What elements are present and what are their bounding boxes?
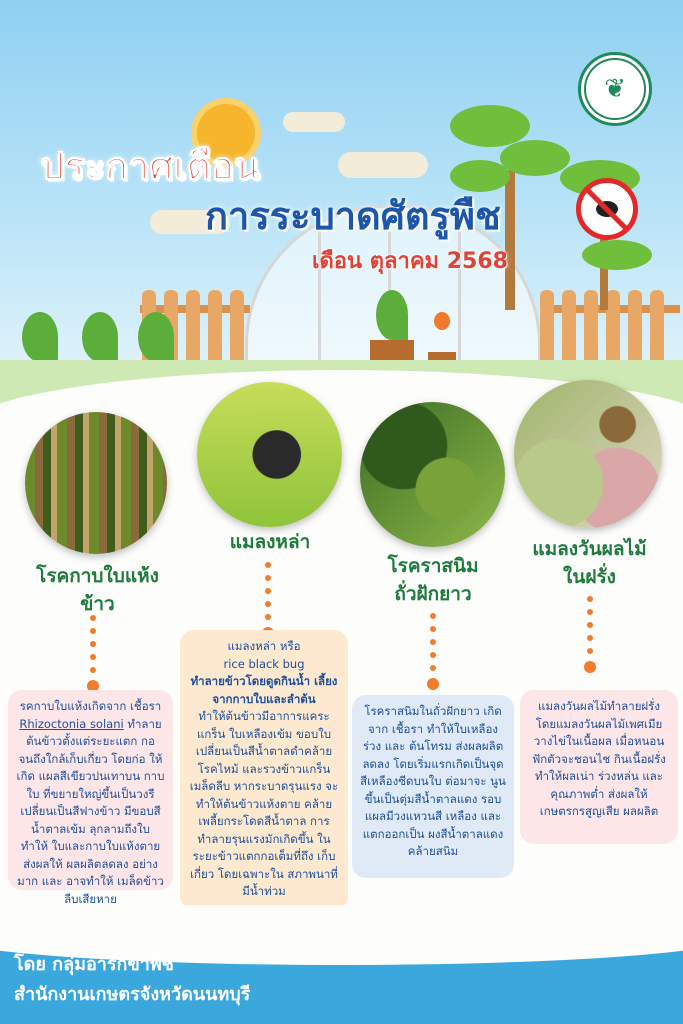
desc-card-bean-rust [352,695,514,878]
pest-name-line: ถั่วฝักยาว [394,583,472,605]
desc-text-bold: ทำลายข้าวโดยดูดกินน้ำ เลี้ยงจากกาบใบและลำต้น [190,674,338,706]
connector-dots [90,615,96,699]
desc-card-rice-black-bug [180,630,348,910]
potted-plant [376,290,408,340]
rice-sheath-blight-photo [25,412,167,554]
sprout [138,312,174,362]
desc-text: แมลงวันผลไม้ทำลายฝรั่ง โดยแมลงวันผลไม้เพศเมีย วางไข่ในเนื้อผล เมื่อหนอนฟักตัวจะชอนไช กินเนื้อฝรั่ง ทำให้ผลเน่า ร่วงหล่น และคุณภาพต่ำ ส่งผลให้เกษตรกรสูญเสีย ผลผลิต [532,699,666,818]
desc-text: รคกาบใบแห้งเกิดจาก เชื้อรา [19,699,162,713]
pest-name-line: โรคกาบใบแห้ง [36,565,159,587]
pest-name-rice-black-bug [195,528,345,556]
desc-card-fruit-fly [520,690,678,844]
desc-text: ทำลายต้นข้าวตั้งแต่ระยะแตก กอจนถึงใกล้เก็บเกี่ยว โดยก่อ ให้เกิด แผลสีเขียวปนเทาบน กาบใบ ที่ขยายใหญ่ขึ้นเป็นวงรี เปลี่ยนเป็นสีฟางข้าว มีขอบสี น้ำตาลเข้ม ลุกลามถึงใบ ทำให้ ใบและกาบใบแห้งตาย ส่งผลให้ ผลผลิตลดลง อย่างมาก และ อาจทำให้ เมล็ดข้าวลีบเสียหาย [16,716,165,906]
desc-text: โรคราสนิมในถั่วฝักยาว เกิดจาก เชื้อรา ทำให้ใบเหลือง ร่วง และ ต้นโทรม ส่งผลผลิตลดลง โดยเริ่มแรกเกิดเป็นจุด สีเหลืองซีดบนใบ ต่อมาจะ นูนขึ้นเป็นตุ่มสีน้ำตาลแดง รอบแผลมีวงแหวนสี เหลือง และแตกออกเป็น ผงสีน้ำตาลแดงคล้ายสนิม [360,704,506,858]
connector-dots [587,596,593,680]
no-bug-icon [576,178,638,240]
desc-text: ทำให้ต้นข้าวมีอาการแคระ แกร็น ใบเหลืองเข้ม ขอบใบ เปลี่ยนเป็นสีน้ำตาลดำคล้าย โรคไหม้ และรวงข้าวแกร็น เมล็ดลีบ หากระบาดรุนแรง จะทำให้ต้นข้าวแห้งตาย คล้ายเพลี้ยกระโดดสีน้ำตาล การทำลายรุนแรงมักเกิดขึ้น ในระยะข้าวแตกกอเต็มที่ถึง เก็บเกี่ยว โดยเฉพาะใน สภาพนาที่มีน้ำท่วม [189,709,339,898]
pest-name-fruit-fly [512,535,667,591]
tree-leaf [500,140,570,176]
connector-dots [430,613,436,697]
sprout [22,312,58,362]
seal-emblem-icon: ❦ [584,58,646,120]
rice-black-bug-photo [197,382,342,527]
cloud-icon [283,112,345,132]
pest-name-line: แมลงวันผลไม้ [532,538,647,560]
footer-line-office: สำนักงานเกษตรจังหวัดนนทบุรี [14,984,251,1005]
pest-name-line: ในฝรั่ง [563,566,616,588]
pest-name-sheath-blight [10,562,185,618]
tree-leaf [582,240,652,270]
pest-name-bean-rust [358,552,508,608]
sprout [82,312,118,362]
pest-name-line: ข้าว [80,593,115,615]
cloud-icon [338,152,428,178]
month-label: เดือน ตุลาคม 2568 [312,249,508,274]
bug-icon [596,201,618,217]
flower [434,312,450,330]
yardlong-bean-rust-photo [360,402,505,547]
guava-fruit-fly-photo [514,380,662,528]
agriculture-department-seal-icon [578,52,652,126]
desc-text: rice black bug [223,656,305,671]
pest-name-line: แมลงหล่า [229,531,311,553]
tree-leaf [450,105,530,147]
desc-text: แมลงหล่า หรือ [227,639,301,653]
tree-trunk [505,170,515,310]
pest-name-line: โรคราสนิม [387,555,479,577]
scientific-name: Rhizoctonia solani [19,716,124,731]
title-warning: ประกาศเตือน [40,144,260,188]
footer-line-group: โดย กลุ่มอารักขาพืช [14,954,174,975]
footer-credit [14,950,250,1010]
desc-card-sheath-blight [8,690,173,906]
title-pest-outbreak: การระบาดศัตรูพืช [205,194,501,238]
